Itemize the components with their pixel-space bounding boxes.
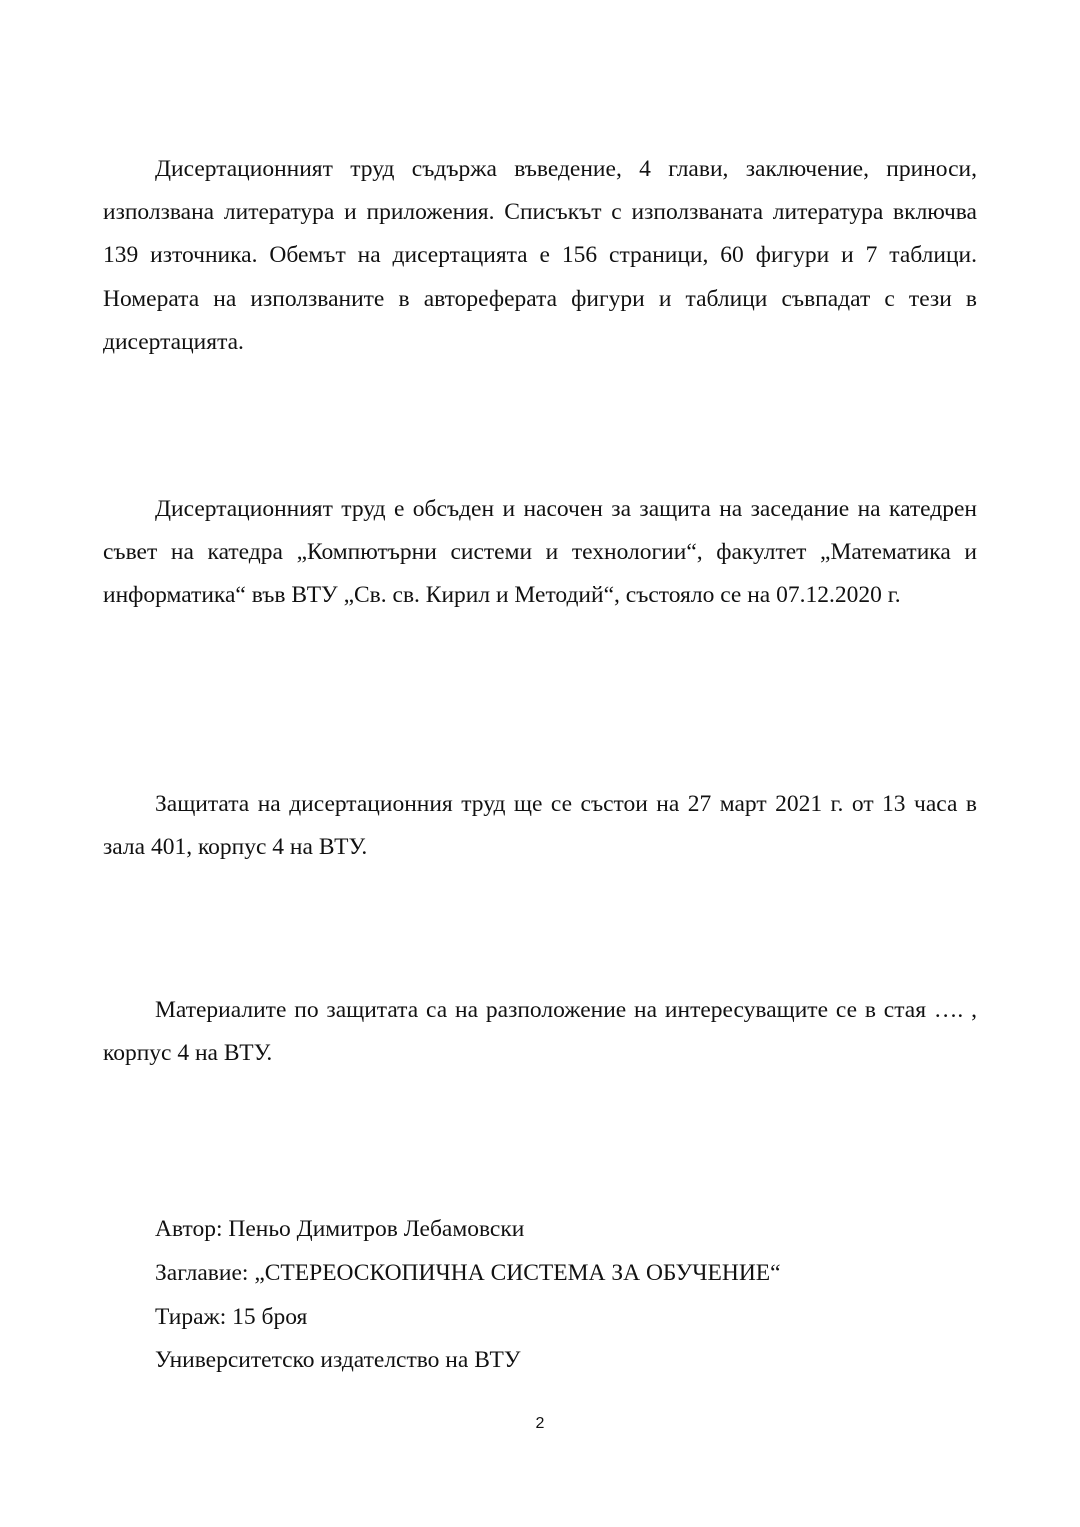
imprint-block <box>155 1208 781 1383</box>
paragraph-defense-date: Защитата на дисертационния труд ще се състои на 27 март 2021 г. от 13 часа в зала 401, корпус 4 на ВТУ. <box>103 791 977 861</box>
imprint-title: Заглавие: „СТЕРЕОСКОПИЧНА СИСТЕМА ЗА ОБУЧЕНИЕ“ <box>155 1259 781 1286</box>
paragraph-department-approval: Дисертационният труд е обсъден и насочен за защита на заседание на катедрен съвет на катедра „Компютърни системи и технологии“, факултет „Математика и информатика“ във ВТУ „Св. св. Кирил и Методий“, състояло се на 07.12.2020 г. <box>103 496 977 609</box>
imprint-print-run: Тираж: 15 броя <box>155 1303 308 1330</box>
paragraph-materials-location: Материалите по защитата са на разположение на интересуващите се в стая …. , корпус 4 на ВТУ. <box>103 997 977 1067</box>
imprint-publisher: Университетско издателство на ВТУ <box>155 1347 521 1374</box>
page-number: 2 <box>535 1415 545 1432</box>
imprint-author: Автор: Пеньо Димитров Лебамовски <box>155 1216 525 1242</box>
paragraph-dissertation-structure: Дисертационният труд съдържа въведение, 4 глави, заключение, приноси, използвана литература и приложения. Списъкът с използваната литература включва 139 източника. Обемът на дисертацията е 156 страници, 60 фигури и 7 таблици. Номерата на използваните в автореферата фигури и таблици съвпадат с тези в дисертацията. <box>103 156 977 355</box>
